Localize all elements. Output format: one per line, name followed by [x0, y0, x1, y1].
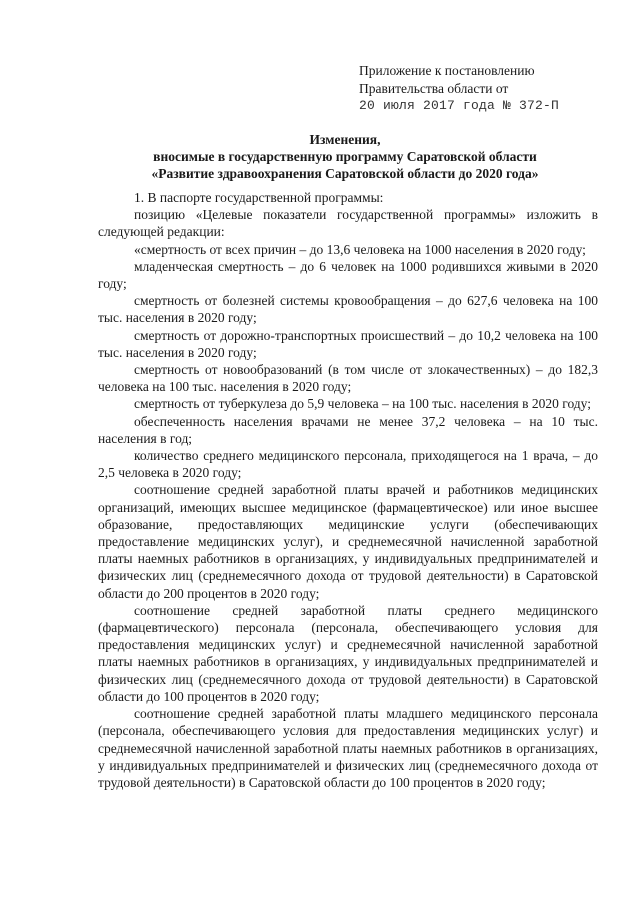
paragraph: соотношение средней заработной платы младшего медицинского персонала (персонала, обеспечивающего условия для предоставления медицинских услуг) и среднемесячной начисленной заработной платы наемных работников в организациях, у индивидуальных предпринимателей и физических лиц (среднемесячного дохода от трудовой деятельности) в Саратовской области до 100 процентов в 2020 году;: [98, 706, 598, 790]
paragraph: младенческая смертность – до 6 человек на 1000 родившихся живыми в 2020 году;: [98, 258, 598, 292]
paragraph: соотношение средней заработной платы врачей и работников медицинских организаций, имеющих высшее медицинское (фармацевтическое) или иное высшее образование, предоставляющих медицинские услуги (обеспечивающих предоставление медицинских услуг), и среднемесячной начисленной заработной платы наемных работников в организациях, у индивидуальных предпринимателей и физических лиц (среднемесячного дохода от трудовой деятельности) в Саратовской области до 200 процентов в 2020 году;: [98, 482, 598, 601]
paragraph: смертность от болезней системы кровообращения – до 627,6 человека на 100 тыс. населения в 2020 году;: [98, 293, 598, 326]
paragraph: соотношение средней заработной платы среднего медицинского (фармацевтического) персонала (персонала, обеспечивающего условия для предоставления медицинских услуг) и среднемесячной начисленной заработной платы наемных работников в организациях, у индивидуальных предпринимателей и физических лиц (среднемесячного дохода от трудовой деятельности) в Саратовской области до 100 процентов в 2020 году;: [98, 602, 598, 704]
paragraph: «смертность от всех причин – до 13,6 человека на 1000 населения в 2020 году;: [134, 241, 586, 257]
paragraph: обеспеченность населения врачами не менее 37,2 человека – на 10 тыс. населения в год;: [98, 413, 598, 446]
heading-line-3: «Развитие здравоохранения Саратовской области до 2020 года»: [151, 166, 539, 181]
paragraph: смертность от дорожно-транспортных происшествий – до 10,2 человека на 100 тыс. населения в 2020 году;: [98, 327, 598, 360]
paragraph: позицию «Целевые показатели государственной программы» изложить в следующей редакции:: [98, 207, 598, 240]
appendix-line-1: Приложение к постановлению: [359, 63, 535, 78]
appendix-line-2: Правительства области от: [359, 80, 509, 96]
paragraph: смертность от туберкулеза до 5,9 человека – на 100 тыс. населения в 2020 году;: [134, 396, 592, 412]
appendix-date-number: 20 июля 2017 года № 372-П: [359, 98, 560, 113]
appendix-note: [359, 62, 559, 115]
document-body: [98, 189, 598, 791]
paragraph: 1. В паспорте государственной программы:: [134, 190, 384, 205]
paragraph: смертность от новообразований (в том числе от злокачественных) – до 182,3 человека на 100 тыс. населения в 2020 году;: [98, 362, 598, 395]
heading-line-1: Изменения,: [309, 132, 381, 147]
heading-line-2: вносимые в государственную программу Саратовской области: [153, 149, 537, 164]
document-heading: [110, 131, 580, 182]
paragraph: количество среднего медицинского персонала, приходящегося на 1 врача, – до 2,5 человека в 2020 году;: [98, 448, 598, 481]
